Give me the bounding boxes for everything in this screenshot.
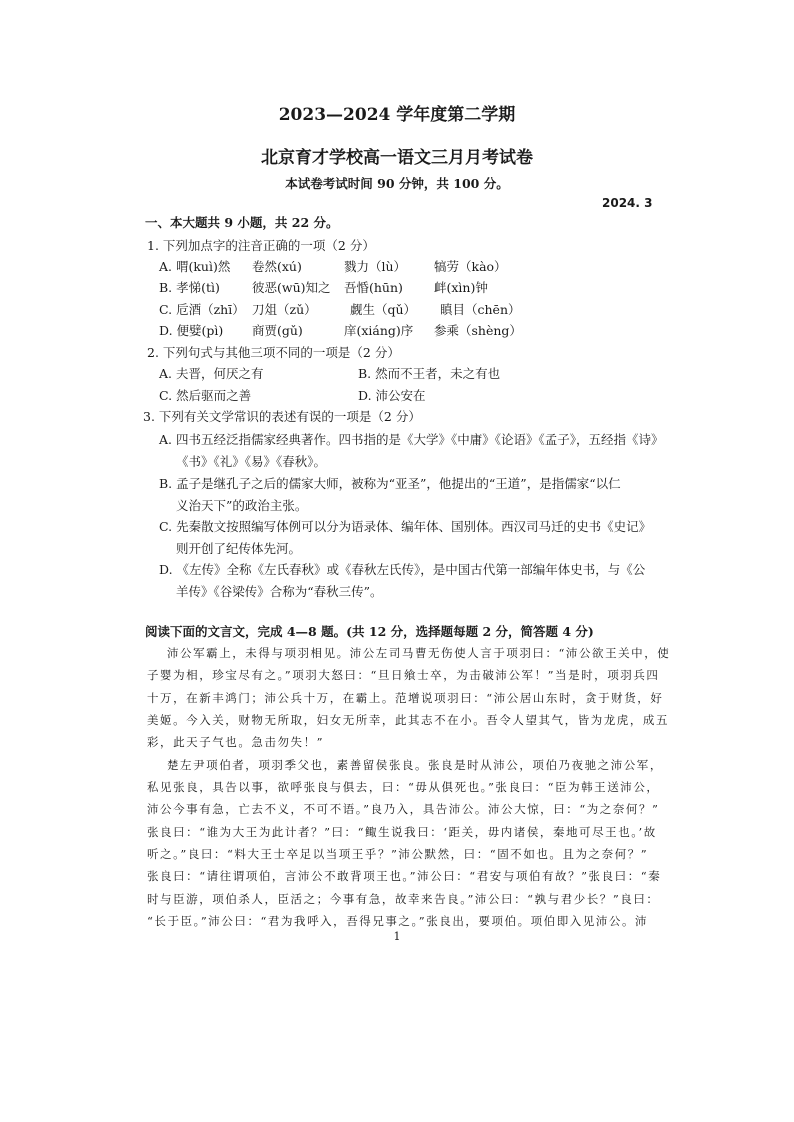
q1-option-b-item4: 衅(xìn)钟 bbox=[434, 280, 488, 295]
question-1-stem: 1. 下列加点字的注音正确的一项（2 分） bbox=[147, 238, 375, 253]
reading-heading: 阅读下面的文言文，完成 4—8 题。(共 12 分，选择题每题 2 分，简答题 4 分) bbox=[145, 624, 594, 639]
passage-line: 听之。”良曰：“料大王士卒足以当项王乎？”沛公默然，曰：“固不如也。且为之奈何？” bbox=[147, 847, 649, 861]
q1-option-a: A. 喟(kuì)然 bbox=[159, 259, 231, 274]
q3-option-c-line1: C. 先秦散文按照编写体例可以分为语录体、编年体、国别体。西汉司马迁的史书《史记》 bbox=[159, 519, 652, 534]
passage-line: 私见张良，具告以事，欲呼张良与俱去，曰：“毋从俱死也。”张良曰：“臣为韩王送沛公， bbox=[147, 780, 660, 794]
q1-option-d-item2: 商贾(gǔ) bbox=[252, 323, 303, 338]
section-heading: 一、本大题共 9 小题，共 22 分。 bbox=[145, 215, 339, 230]
q3-option-c-line2: 则开创了纪传体先河。 bbox=[176, 541, 302, 556]
passage-line: 十万，在新丰鸿门；沛公兵十万，在霸上。范增说项羽曰：“沛公居山东时，贪于财货，好 bbox=[147, 691, 664, 705]
q3-option-d-line1: D. 《左传》全称《左氏春秋》或《春秋左氏传》，是中国古代第一部编年体史书，与《公 bbox=[159, 562, 646, 577]
q2-option-c: C. 然后驱而之善 bbox=[159, 388, 252, 403]
q1-option-b-item2: 彼恶(wū)知之 bbox=[252, 280, 331, 295]
question-2-stem: 2. 下列句式与其他三项不同的一项是（2 分） bbox=[147, 345, 400, 360]
exam-title: 北京育才学校高一语文三月月考试卷 bbox=[261, 148, 533, 168]
q1-option-c-item3: 觑生（qǔ） bbox=[350, 302, 417, 317]
passage-line: 楚左尹项伯者，项羽季父也，素善留侯张良。张良是时从沛公，项伯乃夜驰之沛公军， bbox=[167, 758, 663, 772]
passage-line: “长于臣。”沛公曰：“君为我呼入，吾得兄事之。”张良出，要项伯。项伯即入见沛公。沛 bbox=[147, 914, 649, 928]
page-number: 1 bbox=[393, 930, 401, 943]
q3-option-b-line2: 义治天下”的政治主张。 bbox=[176, 498, 308, 513]
passage-line: 子婴为相，珍宝尽有之。”项羽大怒曰：“旦日飨士卒，为击破沛公军！”当是时，项羽兵四 bbox=[147, 668, 660, 682]
q1-option-a-item2: 卷然(xú) bbox=[252, 259, 302, 274]
exam-info: 本试卷考试时间 90 分钟，共 100 分。 bbox=[285, 176, 509, 191]
q2-option-a: A. 夫晋，何厌之有 bbox=[159, 366, 264, 381]
question-3-stem: 3. 下列有关文学常识的表述有误的一项是（2 分） bbox=[143, 409, 421, 424]
passage-line: 张良曰：“谁为大王为此计者？”曰：“鲰生说我曰：‘距关，毋内诸侯，秦地可尽王也。’故 bbox=[147, 825, 657, 839]
passage-line: 时与臣游，项伯杀人，臣活之；今事有急，故幸来告良。”沛公曰：“孰与君少长？”良曰： bbox=[147, 892, 660, 906]
passage-line: 美姬。今入关，财物无所取，妇女无所幸，此其志不在小。吾令人望其气，皆为龙虎，成五 bbox=[147, 713, 669, 727]
q3-option-a-line1: A. 四书五经泛指儒家经典著作。四书指的是《大学》《中庸》《论语》《孟子》，五经指《诗》 bbox=[159, 432, 664, 447]
q1-option-b-item3: 吾惛(hūn) bbox=[344, 280, 403, 295]
q1-option-c: C. 卮酒（zhī） bbox=[159, 302, 245, 317]
q1-option-d-item4: 参乘（shèng） bbox=[434, 323, 522, 338]
passage-line: 沛公军霸上，未得与项羽相见。沛公左司马曹无伤使人言于项羽曰：“沛公欲王关中，使 bbox=[167, 646, 671, 660]
exam-date: 2024. 3 bbox=[602, 196, 653, 210]
q3-option-b-line1: B. 孟子是继孔子之后的儒家大师，被称为“亚圣”，他提出的“王道”，是指儒家“以仁 bbox=[159, 476, 621, 491]
term-title: 2023—2024 学年度第二学期 bbox=[278, 105, 516, 125]
q3-option-a-line2: 《书》《礼》《易》《春秋》。 bbox=[176, 454, 327, 469]
q1-option-c-item2: 刀俎（zǔ） bbox=[252, 302, 317, 317]
q1-option-a-item4: 犒劳（kào） bbox=[434, 259, 507, 274]
q1-option-a-item3: 戮力（lù） bbox=[344, 259, 407, 274]
q3-option-d-line2: 羊传》《谷梁传》合称为“春秋三传”。 bbox=[176, 584, 383, 599]
q2-option-b: B. 然而不王者，未之有也 bbox=[358, 366, 501, 381]
passage-line: 彩，此天子气也。急击勿失！” bbox=[147, 735, 325, 749]
q1-option-c-item4: 瞋目（chēn） bbox=[440, 302, 521, 317]
q1-option-d: D. 便嬖(pì) bbox=[159, 323, 224, 338]
q1-option-d-item3: 庠(xiáng)序 bbox=[344, 323, 414, 338]
q1-option-b: B. 孝悌(tì) bbox=[159, 280, 220, 295]
passage-line: 沛公今事有急，亡去不义，不可不语。”良乃入，具告沛公。沛公大惊，曰：“为之奈何？” bbox=[147, 802, 660, 816]
q2-option-d: D. 沛公安在 bbox=[358, 388, 426, 403]
passage-line: 张良曰：“请往谓项伯，言沛公不敢背项王也。”沛公曰：“君安与项伯有故？”张良曰：“秦 bbox=[147, 869, 662, 883]
